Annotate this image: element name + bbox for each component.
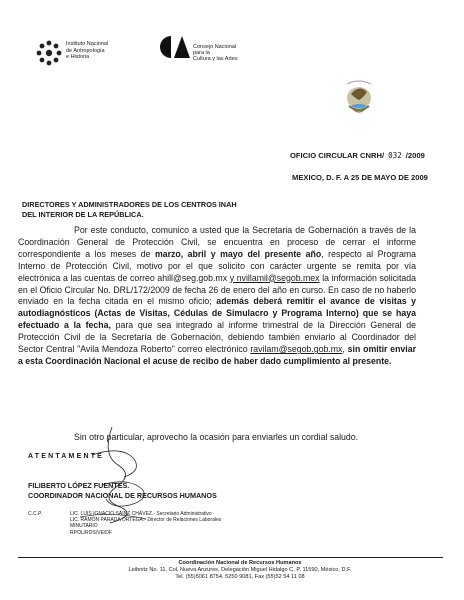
atentamente-label: ATENTAMENTE — [28, 453, 105, 460]
email-nvillamil: y nvillamil@segob.mex — [229, 272, 320, 283]
inah-name: Instituto Nacional de Antropología e Historia — [66, 41, 109, 61]
signer-title: COORDINADOR NACIONAL DE RECURSOS HUMANOS — [28, 490, 217, 500]
footer-divider — [18, 557, 443, 558]
letter-body: Por este conducto, comunico a usted que la Secretaria de Gobernación a través de la Coordinación General de Protección Civil, se encuentra en proceso de cerrar el informe correspondiente a los meses de marzo, abril y mayo del presente año, respecto al Programa Interno de Protección Civil, motivo por el que solicito con carácter urgente se remita por vía electrónica a las cuentas de correo ahill@seg.gob.mx y nvillamil@segob.mex la información solicitada en el Oficio Circular No. DRL/172/2009 de fecha 26 de enero del año en curso. En caso de no haberlo enviado en la fecha citada en el mismo oficio; además deberá remitir el avance de visitas y autodiagnósticos (Actas de Visitas, Cédulas de Simulacro y Programa Interno) que se haya efectuado a la fecha, para que sea integrado al informe trimestral de la Dirección General de Protección Civil de la Secretaría de Gobernación, debiendo también enviarlo al Coordinador del Sector Central "Avila Mendoza Roberto" correo electrónico ravilam@segob.gob.mx, sin omitir enviar a esta Coordinación Nacional el acuse de recibo de haber dado cumplimiento al presente. — [18, 225, 417, 366]
oficio-reference: OFICIO CIRCULAR CNRH/ 032 /2009 — [290, 151, 425, 160]
inah-logo-icon — [36, 40, 62, 66]
conaculta-name: Consejo Nacional para la Cultura y las Artes — [193, 44, 238, 63]
letterhead-footer: Coordinación Nacional de Recursos Humanos Leibnitz No. 11, Col. Nueva Anzures, Delegación Miguel Hidalgo C. P. 11590, México, D.F. Tel. (55)5061 8754, 5250 9081, Fax (55)52 54 11 08 — [128, 560, 352, 580]
ccp-label: C.C.P. — [28, 511, 43, 517]
letter-date: MEXICO, D. F. A 25 DE MAYO DE 2009 — [292, 173, 428, 182]
closing-line: Sin otro particular, aprovecho la ocasión para enviarles un cordial saludo. — [74, 432, 359, 442]
email-ravilam: ravilam@segob.gob.mx — [250, 344, 343, 355]
coat-of-arms-seal-icon — [337, 76, 381, 124]
handwritten-signature — [72, 425, 162, 525]
oficio-number: 032 — [388, 151, 402, 160]
ccp-list: LIC. LUIS IGNACIO SÁINZ CHÁVEZ.- Secretario Administrativo LIC. RAMÓN PARADA ORTEGA.- Director de Relaciones Laborales MINUTARIO RPOL/ROS/VE/DF — [70, 511, 222, 536]
signer-block — [28, 481, 217, 500]
conaculta-logo-icon — [160, 34, 190, 60]
signer-name: FILIBERTO LÓPEZ FUENTES. — [28, 481, 130, 490]
addressee: DIRECTORES Y ADMINISTRADORES DE LOS CENTROS INAH DEL INTERIOR DE LA REPÚBLICA. — [22, 200, 237, 219]
